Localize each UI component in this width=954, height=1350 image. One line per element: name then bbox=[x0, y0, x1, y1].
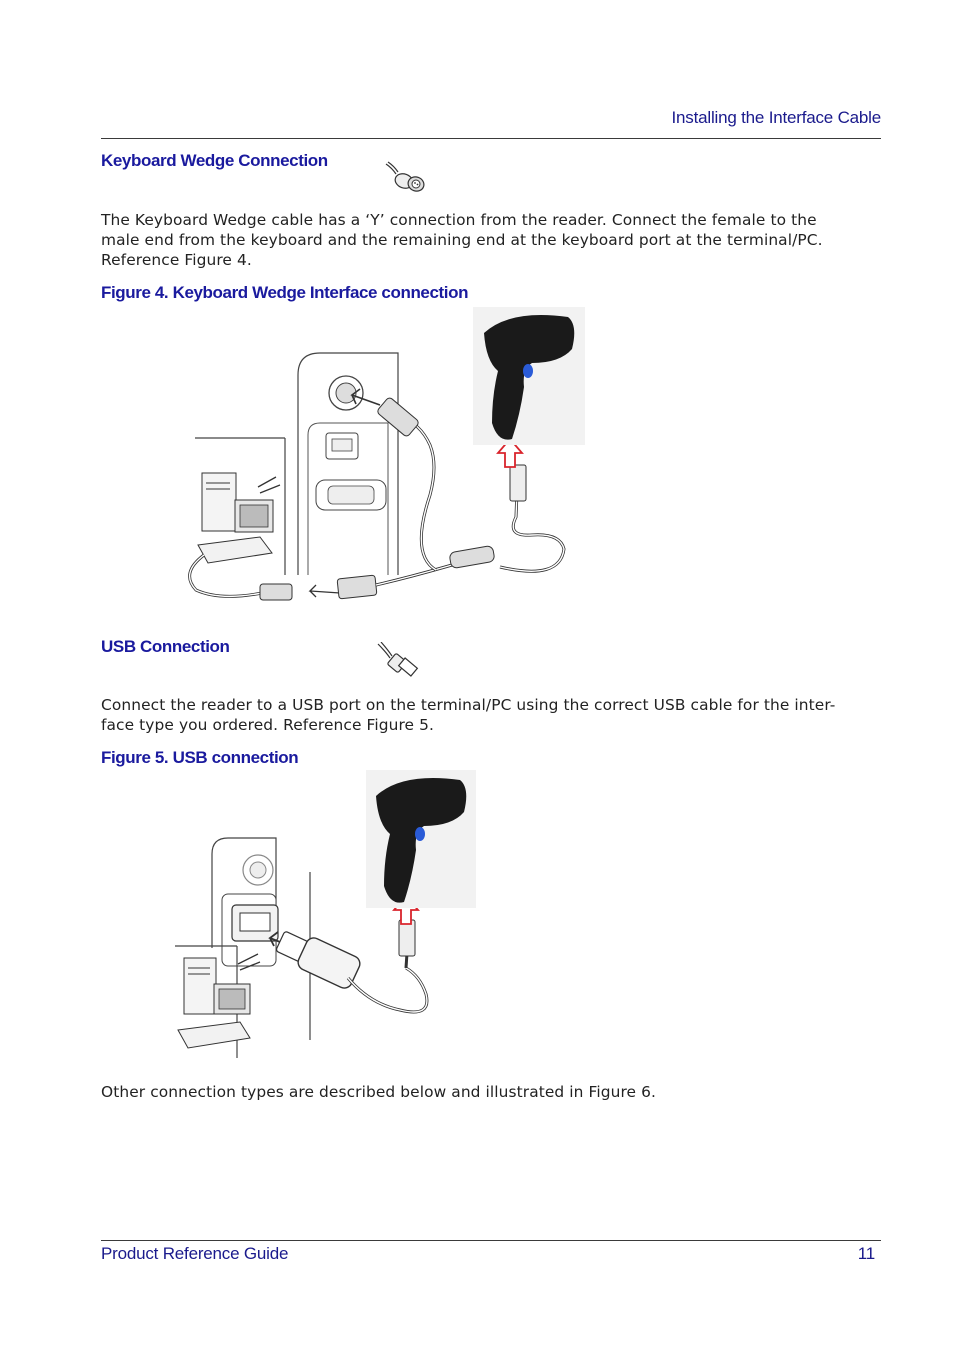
footer-rule bbox=[101, 1240, 881, 1241]
footer-guide-title: Product Reference Guide bbox=[101, 1244, 289, 1263]
keyboard-wedge-illustration bbox=[180, 305, 590, 605]
barcode-scanner-icon bbox=[366, 770, 476, 908]
page-number: 11 bbox=[857, 1244, 875, 1263]
closing-paragraph: Other connection types are described below and illustrated in Figure 6. bbox=[101, 1083, 656, 1101]
paragraph-line: Connect the reader to a USB port on the terminal/PC using the correct USB cable for the inter- bbox=[101, 696, 836, 714]
paragraph-line: male end from the keyboard and the remaining end at the keyboard port at the terminal/PC. bbox=[101, 231, 823, 249]
usb-connector-icon bbox=[376, 642, 420, 680]
usb-paragraph bbox=[101, 695, 881, 735]
figure-5-caption: Figure 5. USB connection bbox=[101, 748, 299, 767]
figure-4-caption: Figure 4. Keyboard Wedge Interface connection bbox=[101, 283, 469, 302]
section-heading-usb: USB Connection bbox=[101, 637, 230, 656]
desktop-computer-icon bbox=[198, 473, 280, 563]
paragraph-line: The Keyboard Wedge cable has a ‘Y’ connection from the reader. Connect the female to the bbox=[101, 211, 817, 229]
paragraph-line: Reference Figure 4. bbox=[101, 251, 252, 269]
keyboard-wedge-connector-icon bbox=[384, 160, 428, 194]
keyboard-wedge-paragraph bbox=[101, 210, 881, 270]
barcode-scanner-icon bbox=[473, 307, 585, 445]
paragraph-line: face type you ordered. Reference Figure 5. bbox=[101, 716, 434, 734]
header-rule bbox=[101, 138, 881, 139]
running-header-title: Installing the Interface Cable bbox=[671, 108, 881, 127]
section-heading-keyboard-wedge: Keyboard Wedge Connection bbox=[101, 151, 328, 170]
usb-connection-illustration bbox=[170, 768, 490, 1060]
desktop-computer-icon bbox=[178, 954, 260, 1048]
